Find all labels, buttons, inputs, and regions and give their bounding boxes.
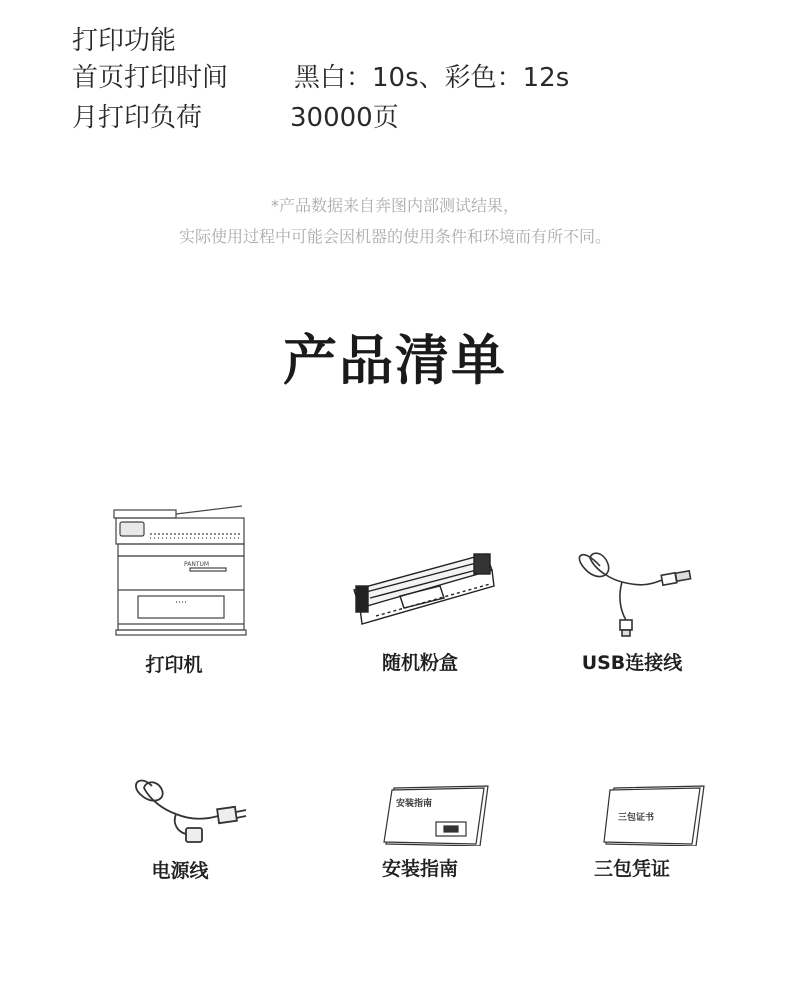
spec-value: 黑白：10s、彩色：12s bbox=[294, 63, 570, 93]
disclaimer-line-1: *产品数据来自奔图内部测试结果， bbox=[270, 196, 519, 215]
package-item-usb-cable bbox=[532, 536, 732, 675]
power-cord-icon bbox=[100, 770, 260, 848]
item-label: 安装指南 bbox=[381, 858, 458, 880]
warranty-card-icon bbox=[552, 782, 712, 846]
guide-cover-text: 安装指南 bbox=[396, 799, 433, 809]
package-item-toner bbox=[320, 540, 520, 675]
spec-value: 30000页 bbox=[290, 103, 399, 133]
printer-icon bbox=[94, 500, 254, 642]
spec-title: 打印功能 bbox=[72, 26, 177, 56]
package-item-printer bbox=[74, 500, 274, 677]
spec-label: 首页打印时间 bbox=[72, 63, 229, 93]
disclaimer-line-2: 实际使用过程中可能会因机器的使用条件和环境而有所不同。 bbox=[178, 227, 611, 246]
spec-label: 月打印负荷 bbox=[72, 103, 203, 133]
item-label: 电源线 bbox=[151, 860, 209, 882]
spec-row-first-page bbox=[72, 58, 570, 98]
printer-brand: PANTUM bbox=[184, 561, 210, 568]
usb-cable-icon bbox=[552, 536, 712, 640]
warranty-cover-text: 三包证书 bbox=[618, 813, 655, 823]
package-item-installation-guide bbox=[320, 782, 520, 881]
spec-row-monthly-duty bbox=[72, 98, 399, 138]
item-label: 打印机 bbox=[145, 654, 203, 676]
toner-cartridge-icon bbox=[340, 540, 500, 640]
item-label: 随机粉盒 bbox=[381, 652, 458, 674]
section-title: 产品清单 bbox=[283, 329, 507, 392]
item-label: 三包凭证 bbox=[593, 858, 670, 880]
spec-block bbox=[72, 24, 570, 138]
package-item-warranty-card bbox=[532, 782, 732, 881]
package-item-power-cord bbox=[80, 770, 280, 883]
item-label: USB连接线 bbox=[581, 652, 683, 674]
installation-guide-icon bbox=[340, 782, 500, 846]
